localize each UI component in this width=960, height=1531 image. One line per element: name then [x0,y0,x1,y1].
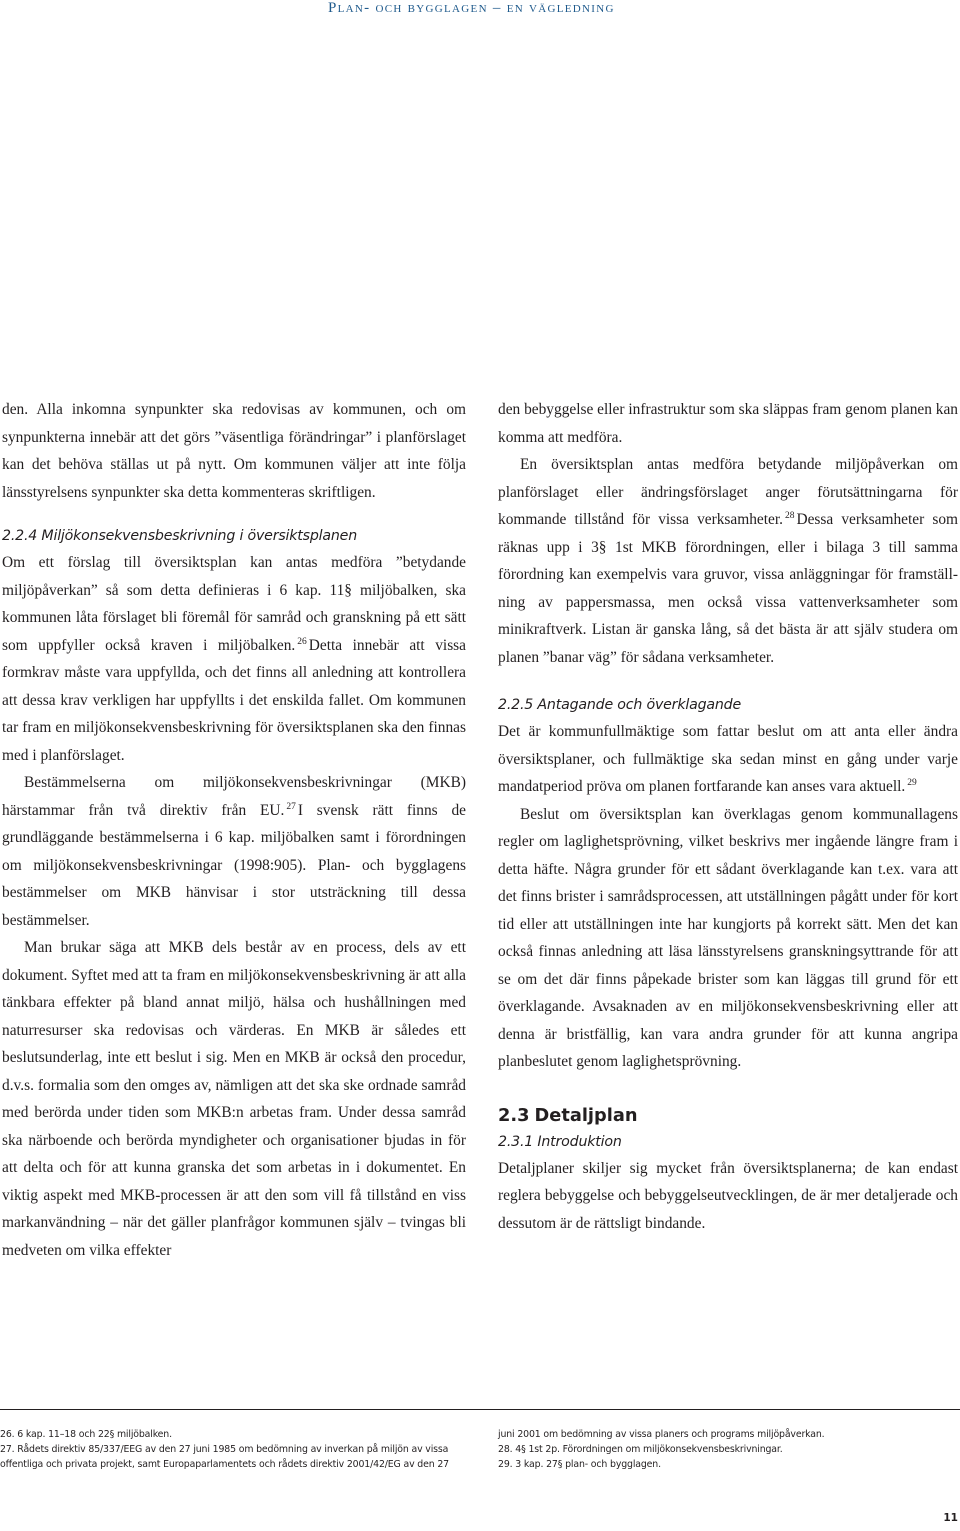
footnote-29: 29. 3 kap. 27§ plan- och bygglagen. [498,1459,661,1471]
page-number: 11 [943,1512,958,1524]
paragraph-text: Det är kommunfullmäktige som fattar beslut om att anta eller ändra översiktsplaner, och fullmäktige ska sedan minst en gång under varje mandatperiod pröva om planen fortfarande kan anses vara aktuell. [498,723,958,795]
paragraph [498,718,958,801]
paragraph-text: Detta innebär att vissa formkrav måste vara uppfyllda, och det finns all anledning att kontrollera att dessa krav verkligen har uppfyllts i det enskilda fallet. Om kommunen tar fram en miljökonsekvensbeskrivning för översiktsplanen ska den finnas med i planförslaget. [2,636,467,764]
paragraph-text: Bestämmelserna om miljökonsekvensbeskrivningar (MKB) härstammar från två direktiv från EU. [2,774,466,819]
paragraph: Detaljplaner skiljer sig mycket från översiktsplanerna; de kan endast reglera bebyggelse och bebyggelseutvecklingen, de är mer detaljerade och dessutom är de rättsligt bindande. [498,1159,958,1232]
paragraph: den bebyggelse eller infrastruktur som ska släppas fram genom planen kan komma att medföra. [498,401,958,446]
footnote-ref-29[interactable]: 29 [907,778,917,788]
footnote-divider [0,1409,960,1410]
section-heading-2-2-5: 2.2.5 Antagande och överklagande [498,697,741,713]
footnote-28: 28. 4§ 1st 2p. Förordningen om miljökonsekvensbeskrivningar. [498,1444,783,1456]
section-heading-2-2-4: 2.2.4 Miljökonsekvensbeskrivning i översiktsplanen [2,528,357,544]
paragraph-text: Om ett förslag till översiktsplan kan antas medföra ”betydande miljöpåverkan” så som detta definieras i 6 kap. 11§ miljöbalken, ska kommunen låta förslaget bli föremål för samråd och granskning på ett sätt som uppfyller också kraven i miljöbalken. [2,554,466,654]
footnote-ref-27[interactable]: 27 [286,801,296,812]
paragraph: Man brukar säga att MKB dels består av en process, dels av ett dokument. Syftet med att ta fram en miljökonsekvensbeskrivning är att alla tänkbara effekter på bland annat miljö, hälsa och hushållningen med naturresurser ska redovisas och värderas. En MKB är således ett beslutsunderlag, inte ett beslut i sig. Men en MKB är också den procedur, d.v.s. formalia som den omges av, nämligen att det ska ske ordnade samråd med berörda under tiden som MKB:n arbetas fram. Under dessa samråd ska närboende och berörda myndigheter och organisationer bjudas in för att delta och för att kunna granska det som arbetas in i dokumentet. En viktig aspekt med MKB-processen är att den som vill få tillstånd en viss markanvändning – när det gäller planfrågor kommunen själv – tvingas bli medveten om vilka effekter [2,939,466,1259]
paragraph-text: I svensk rätt finns de grundläggande bestämmelserna i 6 kap. miljöbalken samt i förordningen om miljökonsekvensbeskrivningar (1998:905). Plan- och bygglagens bestämmelser om MKB hänvisar i stor utsträckning till dessa bestämmelser. [2,801,466,929]
footnote-27-continued: juni 2001 om bedömning av vissa planers och programs miljöpåverkan. [498,1429,825,1440]
paragraph [498,451,958,671]
footnote-26: 26. 6 kap. 11–18 och 22§ miljöbalken. [0,1429,172,1440]
paragraph [2,769,466,934]
footnote-ref-26[interactable]: 26 [297,636,307,647]
footnotes-right [498,1427,958,1473]
footnotes-left [0,1427,462,1473]
paragraph-text: Dessa verksamheter som räknas upp i 3§ 1st MKB förordningen, eller i bilaga 3 till samma förordning kan exempelvis vara gruvor, vissa anläggningar för framställning av pappersmassa, men också vissa vattenverksamheter som minikraftverk. Listan är ganska lång, så det bästa är att själv studera om planen ”banar väg” för sådana verksamheter. [498,511,958,666]
footnote-27: 27. Rådets direktiv 85/337/EEG av den 27 juni 1985 om bedömning av inverkan på miljön av vissa offentliga och privata projekt, samt Europaparlamentets och rådets direktiv 2001/42/EG av den 27 [0,1444,449,1471]
section-heading-2-3-1: 2.3.1 Introduktion [498,1133,622,1150]
paragraph [2,549,466,769]
footnote-ref-28[interactable]: 28 [784,511,795,521]
running-head: Plan- och bygglagen – en vägledning [328,0,615,16]
paragraph-text: En översiktsplan antas medföra betydande miljöpåverkan om planförslaget eller ändringsförslaget anger förutsättningarna för kommande tillstånd för vissa verksamheter. [498,456,958,528]
left-column [2,396,466,1264]
paragraph: den. Alla inkomna synpunkter ska redovisas av kommunen, och om synpunkterna innebär att det görs ”väsentliga förändringar” i planförslaget kan det behöva ställas ut på nytt. Om kommunen väljer att inte följa länsstyrelsens synpunkter ska detta kommenteras skriftligen. [2,401,466,501]
right-column [498,396,958,1237]
section-title: Detaljplan [534,1104,638,1126]
section-number: 2.3 [498,1104,530,1126]
section-heading-2-3 [498,1102,958,1130]
paragraph: Beslut om översiktsplan kan överklagas genom kommunallagens regler om laglighetsprövning, vilket beskrivs mer ingående längre fram i detta häfte. Några grunder för ett sådant överklagande kan t.ex. vara att det finns brister i samrådsprocessen, att utställningen pågått under för kort tid eller att utställningen inte har kungjorts på korrekt sätt. Men det kan också finnas anledning att läsa länsstyrelsens granskningsyttrande för att se om det där finns påpekade brister som kan läggas till grund för ett överklagande. Avsaknaden av en miljökonsekvensbeskrivning eller att denna är bristfällig, kan vara andra grunder för att kunna angripa planbeslutet genom laglighetsprövning. [498,805,958,1070]
